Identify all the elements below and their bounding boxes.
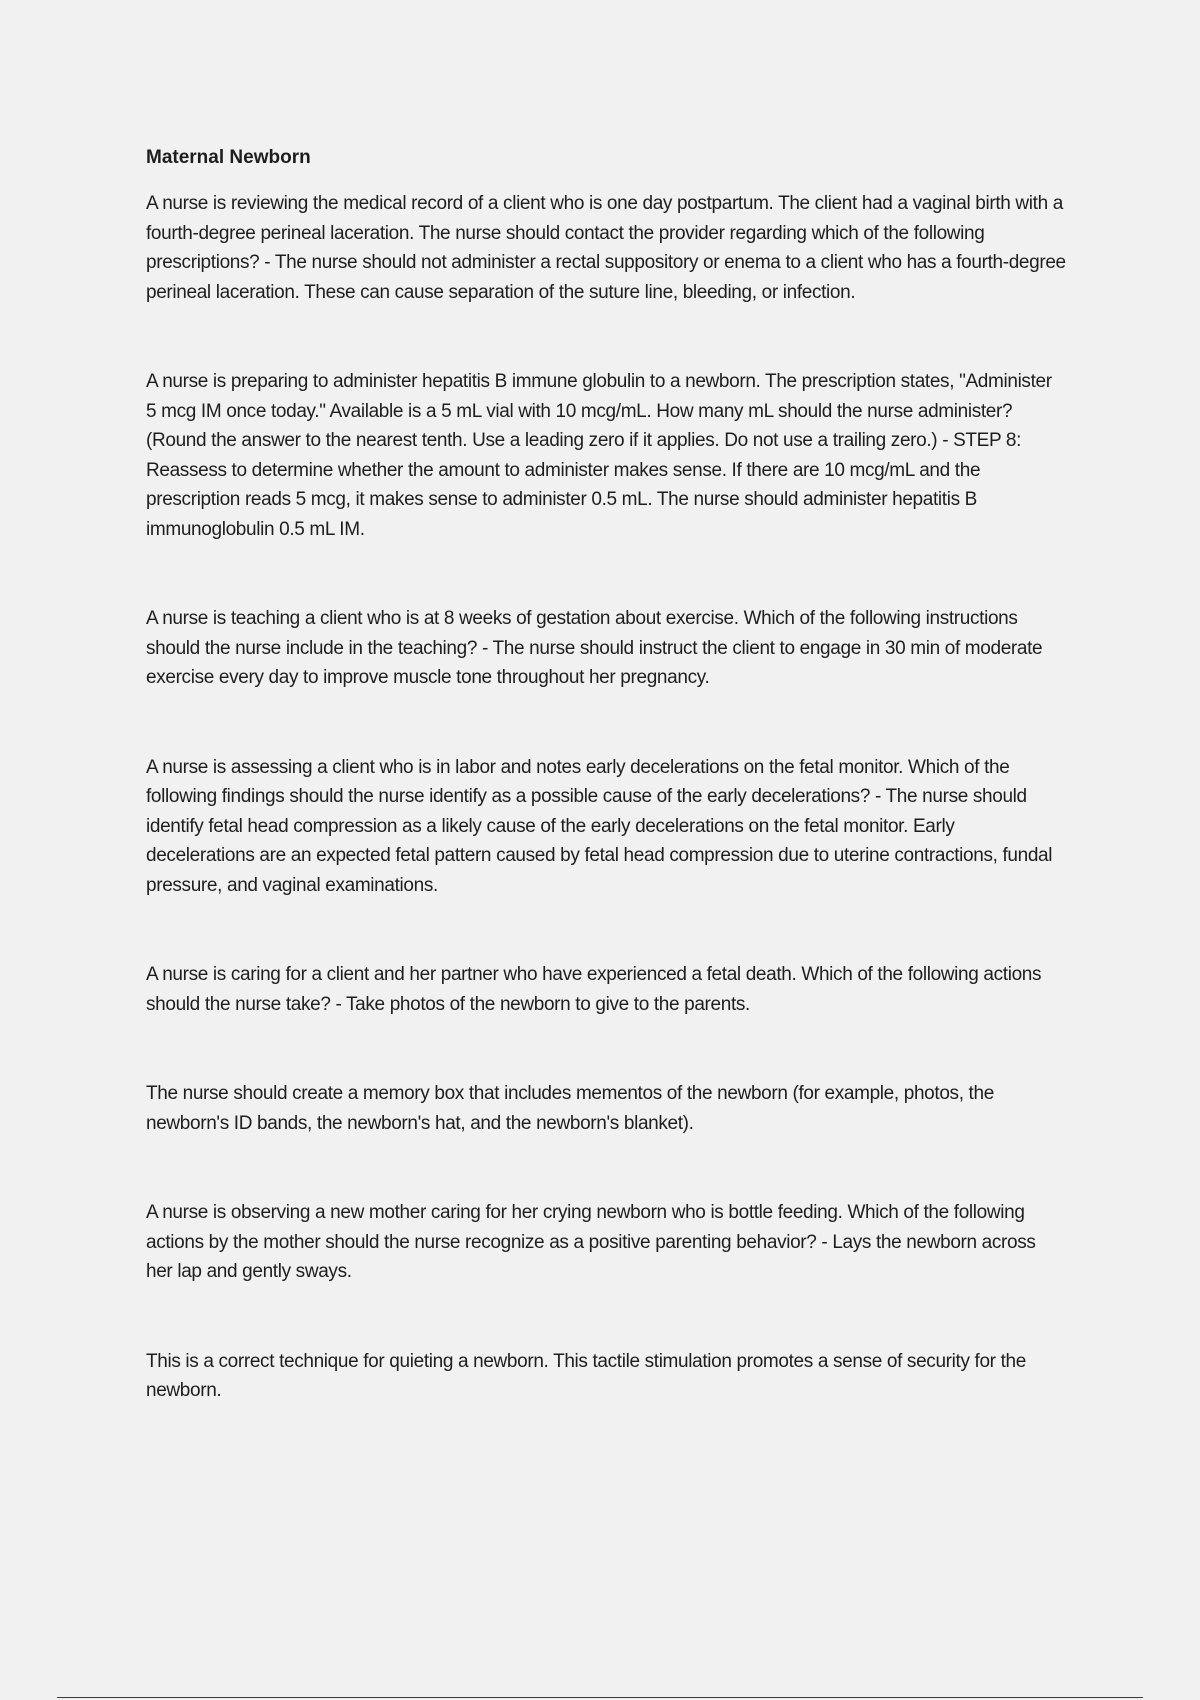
- answer-rationale-paragraph: The nurse should create a memory box that includes mementos of the newborn (for example, photos, the newborn's ID bands, the newborn's hat, and the newborn's blanket).: [146, 1083, 994, 1134]
- qa-paragraph: A nurse is preparing to administer hepatitis B immune globulin to a newborn. The prescription states, "Administer 5 mcg IM once today." Available is a 5 mL vial with 10 mcg/mL. How many mL should the nurse administer? (Round the answer to the nearest tenth. Use a leading zero if it applies. Do not use a trailing zero.) - STEP 8: Reassess to determine whether the amount to administer makes sense. If there are 10 mcg/mL and the prescription reads 5 mcg, it makes sense to administer 0.5 mL. The nurse should administer hepatitis B immunoglobulin 0.5 mL IM.: [146, 371, 1052, 540]
- paragraph-spacer: [146, 1138, 1066, 1198]
- paragraph-spacer: [146, 900, 1066, 960]
- document-title: Maternal Newborn: [146, 147, 311, 168]
- paragraph-spacer: [146, 1019, 1066, 1079]
- qa-paragraph: A nurse is caring for a client and her partner who have experienced a fetal death. Which of the following actions should the nurse take? - Take photos of the newborn to give to the parents.: [146, 964, 1042, 1015]
- footer-divider: [57, 1697, 1143, 1698]
- qa-paragraph: A nurse is observing a new mother caring for her crying newborn who is bottle feeding. Which of the following actions by the mother should the nurse recognize as a positive parenting behavior? - Lays the newborn across her lap and gently sways.: [146, 1202, 1036, 1282]
- paragraph-spacer: [146, 544, 1066, 604]
- qa-paragraph: A nurse is reviewing the medical record of a client who is one day postpartum. The client had a vaginal birth with a fourth-degree perineal laceration. The nurse should contact the provider regarding which of the following prescriptions? - The nurse should not administer a rectal suppository or enema to a client who has a fourth-degree perineal laceration. These can cause separation of the suture line, bleeding, or infection.: [146, 193, 1066, 303]
- paragraph-spacer: [146, 1287, 1066, 1347]
- paragraph-spacer: [146, 693, 1066, 753]
- answer-rationale-paragraph: This is a correct technique for quieting a newborn. This tactile stimulation promotes a sense of security for the newborn.: [146, 1350, 1026, 1401]
- qa-paragraph: A nurse is assessing a client who is in labor and notes early decelerations on the fetal monitor. Which of the following findings should the nurse identify as a possible cause of the early decelerations? - The nurse should identify fetal head compression as a likely cause of the early decelerations on the fetal monitor. Early decelerations are an expected fetal pattern caused by fetal head compression due to uterine contractions, fundal pressure, and vaginal examinations.: [146, 756, 1053, 896]
- paragraph-spacer: [146, 307, 1066, 367]
- document-body: [146, 143, 1066, 1406]
- qa-paragraph: A nurse is teaching a client who is at 8 weeks of gestation about exercise. Which of the following instructions should the nurse include in the teaching? - The nurse should instruct the client to engage in 30 min of moderate exercise every day to improve muscle tone throughout her pregnancy.: [146, 608, 1043, 688]
